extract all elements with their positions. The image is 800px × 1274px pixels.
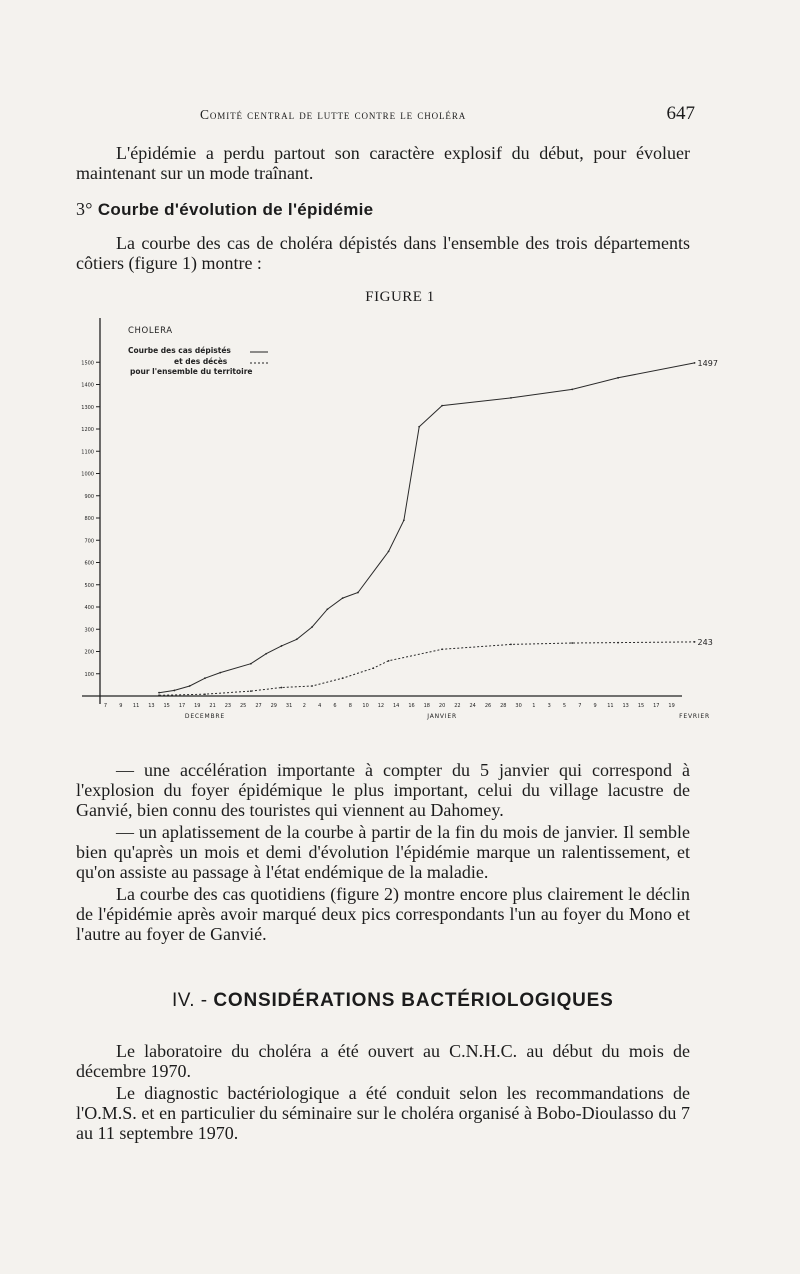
paragraph-daily-cases: La courbe des cas quotidiens (figure 2) montre encore plus clairement le déclin de l'épidémie après avoir marqué deux pics correspondants l'un au foyer du Mono et l'autre au foyer de Ganvié. [76,884,690,944]
cases-data-point [388,550,390,552]
paragraph-laboratory: Le laboratoire du choléra a été ouvert au C.N.H.C. au début du mois de décembre 1970. [76,1041,690,1081]
chart-series [158,359,718,696]
month-label: JANVIER [427,713,457,720]
page-number: 647 [666,103,695,124]
cases-data-point [326,608,328,610]
y-tick-label: 200 [84,649,94,656]
y-tick-label: 100 [84,671,94,678]
x-tick-label: 2 [302,703,306,709]
paragraph-acceleration: — une accélération importante à compter du 5 janvier qui correspond à l'explosion du foyer épidémique le plus important, celui du village lacustre de Ganvié, bien connu des touristes qui viennent au Dahomey. [76,760,690,820]
x-tick-label: 29 [270,703,277,709]
x-tick-label: 25 [240,703,247,709]
x-tick-label: 11 [132,703,140,709]
cholera-line-chart [81,315,718,725]
section-3-paragraph: La courbe des cas de choléra dépistés dans l'ensemble des trois départements côtiers (figure 1) montre : [76,233,690,273]
cases-data-point [265,653,267,655]
figure-caption: FIGURE 1 [365,289,435,305]
deaths-data-point [617,642,619,644]
x-tick-label: 26 [484,703,492,709]
deaths-series-line [159,642,695,695]
x-tick-label: 17 [178,703,186,709]
x-tick-label: 18 [423,703,430,709]
y-tick-label: 500 [84,582,94,589]
cases-data-point [173,690,175,692]
cases-data-point [571,388,573,390]
y-tick-label: 400 [84,605,94,611]
y-axis-ticks [81,360,100,678]
paragraph-diagnostic: Le diagnostic bactériologique a été conduit selon les recommandations de l'O.M.S. et en particulier du séminaire sur le choléra organisé à Bobo-Dioulasso du 7 au 11 septembre 1970. [76,1083,690,1143]
y-tick-label: 600 [84,560,94,567]
x-tick-label: 24 [469,703,476,709]
x-tick-label: 7 [103,703,108,709]
x-tick-label: 1 [532,703,536,709]
y-tick-label: 900 [84,493,94,500]
month-labels [185,713,710,720]
cases-data-point [357,592,359,594]
x-tick-label: 4 [318,703,322,709]
paragraph-flattening: — un aplatissement de la courbe à partir de la fin du mois de janvier. Il semble bien qu'après un mois et demi d'évolution l'épidémie marque un ralentissement, et qu'on assiste au passage à l'état endémique de la maladie. [76,822,690,882]
deaths-data-point [372,667,374,669]
x-tick-label: 6 [333,703,337,709]
x-tick-label: 9 [119,703,123,709]
cases-data-point [296,638,298,640]
section-iv-number: IV. - [172,990,208,1011]
x-tick-label: 20 [438,703,446,709]
y-tick-label: 1500 [81,360,94,367]
x-tick-label: 27 [255,703,262,709]
deaths-data-point [694,641,696,643]
y-tick-label: 1100 [81,449,94,456]
x-tick-label: 13 [148,703,155,709]
legend-title: CHOLERA [128,326,173,336]
x-tick-label: 10 [362,703,369,709]
deaths-data-point [571,642,573,644]
cases-data-point [403,519,405,521]
section-iv-heading [172,990,614,1012]
cases-data-point [311,626,313,628]
month-label: DECEMBRE [184,713,225,720]
y-tick-label: 1400 [81,382,94,389]
legend-line-2: et des décès [174,357,228,366]
x-tick-label: 17 [653,703,660,709]
x-tick-label: 9 [593,703,597,709]
x-tick-label: 19 [668,703,675,709]
page-header [200,103,695,126]
x-tick-label: 14 [393,703,400,709]
deaths-data-point [342,677,344,679]
deaths-data-point [158,694,160,696]
y-tick-label: 700 [84,538,94,545]
y-tick-label: 300 [84,627,94,634]
deaths-end-label: 243 [697,637,713,647]
cases-data-point [204,677,206,679]
y-tick-label: 1300 [81,404,94,411]
section-3-number: 3° [76,199,93,219]
x-tick-label: 22 [454,703,461,709]
deaths-data-point [204,693,206,695]
cases-data-point [219,672,221,674]
cases-end-label: 1497 [697,358,718,368]
y-tick-label: 800 [84,516,94,522]
deaths-data-point [311,685,313,687]
cases-data-point [510,397,512,399]
deaths-data-point [388,660,390,662]
x-tick-label: 19 [194,703,201,709]
x-tick-label: 8 [348,703,352,709]
month-label: FEVRIER [679,713,710,720]
x-tick-label: 7 [578,703,582,709]
cases-data-point [694,362,696,364]
x-tick-label: 13 [622,703,629,709]
x-tick-label: 23 [224,703,232,709]
x-tick-label: 21 [209,703,216,709]
cases-data-point [250,663,252,665]
cases-data-point [441,405,443,407]
x-tick-label: 15 [637,703,645,709]
deaths-data-point [441,648,443,650]
x-tick-label: 15 [163,703,170,709]
section-3-heading [76,199,373,220]
cases-data-point [281,645,283,647]
deaths-data-point [281,687,283,689]
x-tick-label: 5 [562,703,567,709]
x-tick-label: 30 [515,703,522,709]
cases-data-point [342,597,344,599]
y-tick-label: 1200 [81,427,94,433]
intro-paragraph: L'épidémie a perdu partout son caractère explosif du début, pour évoluer maintenant sur un mode traînant. [76,143,690,183]
deaths-data-point [250,690,252,692]
x-tick-label: 16 [408,703,415,709]
cases-data-point [418,426,420,428]
x-tick-label: 31 [285,703,293,709]
deaths-data-point [510,643,512,645]
legend-line-1: Courbe des cas dépistés [128,346,231,355]
running-title: Comité central de lutte contre le choléra [200,107,467,122]
chart-legend [128,326,268,376]
x-tick-label: 3 [547,703,551,709]
x-tick-label: 12 [377,703,385,709]
legend-line-3: pour l'ensemble du territoire [130,367,253,376]
cases-data-point [158,692,160,694]
cases-series-line [159,363,695,693]
x-tick-label: 28 [500,703,507,709]
section-iv-title: CONSIDÉRATIONS BACTÉRIOLOGIQUES [213,990,614,1011]
x-axis-ticks [104,703,675,709]
y-tick-label: 1000 [81,471,94,478]
section-3-title: Courbe d'évolution de l'épidémie [97,200,374,219]
x-tick-label: 11 [607,703,614,709]
cases-data-point [189,685,191,687]
cases-data-point [617,377,619,379]
